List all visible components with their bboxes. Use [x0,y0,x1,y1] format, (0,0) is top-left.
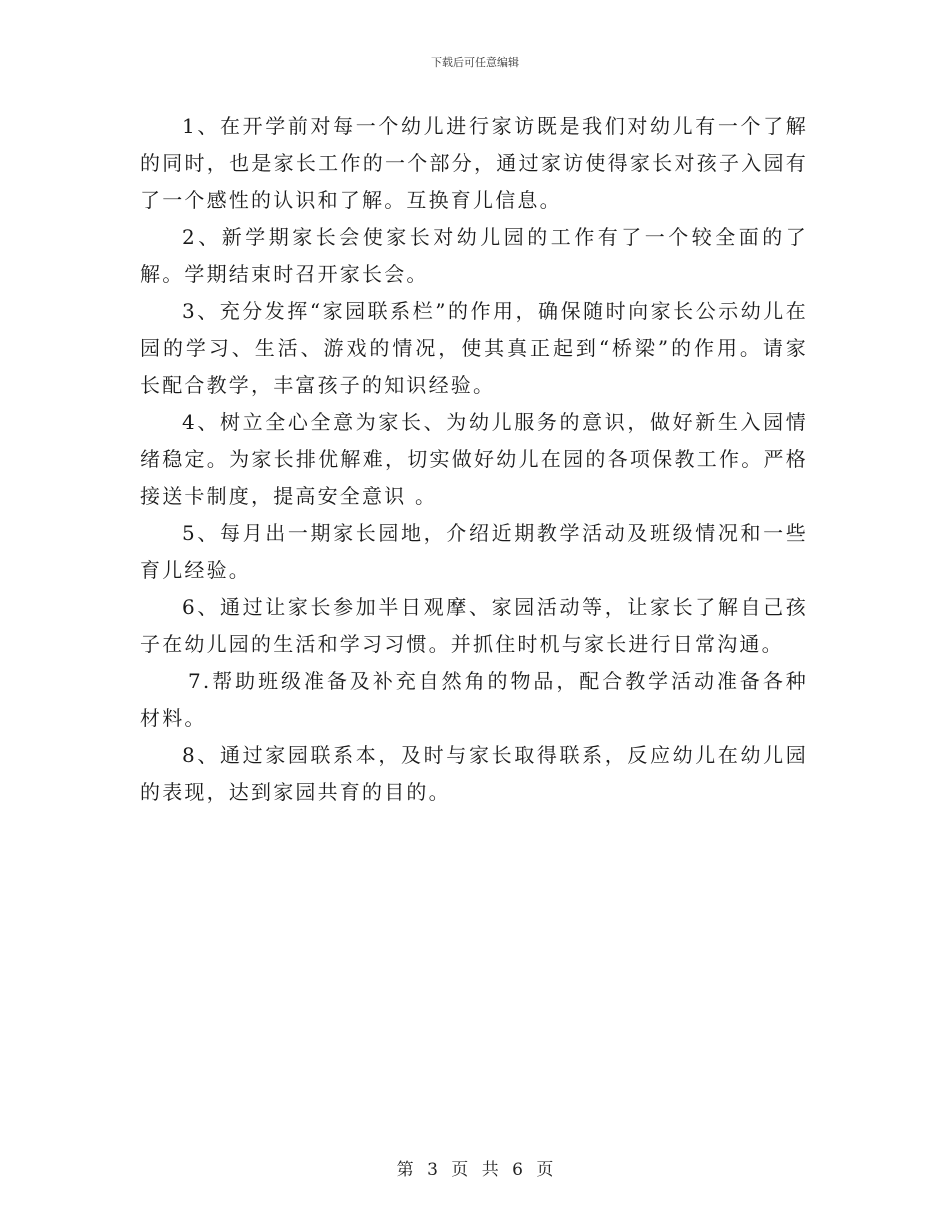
paragraph-6: 6、通过让家长参加半日观摩、家园活动等，让家长了解自己孩子在幼儿园的生活和学习习惯。并抓住时机与家长进行日常沟通。 [140,595,808,656]
footer-total-word: 共 [481,1160,499,1180]
footer-page-word: 页 [451,1160,469,1180]
page-header: 下载后可任意编辑 [431,56,519,69]
paragraph-4: 4、树立全心全意为家长、为幼儿服务的意识，做好新生入园情绪稳定。为家长排优解难，切实做好幼儿在园的各项保教工作。严格接送卡制度，提高安全意识 。 [140,410,808,508]
page-footer [0,1155,950,1180]
footer-total-pages: 6 [512,1160,523,1180]
paragraph-7: 7.帮助班级准备及补充自然角的物品，配合教学活动准备各种材料。 [140,669,808,730]
paragraph-5: 5、每月出一期家长园地，介绍近期教学活动及班级情况和一些育儿经验。 [140,521,808,582]
footer-current-page: 3 [427,1160,438,1180]
paragraph-2: 2、新学期家长会使家长对幼儿园的工作有了一个较全面的了解。学期结束时召开家长会。 [140,225,808,286]
footer-prefix: 第 [396,1160,414,1180]
document-body [140,108,808,811]
paragraph-1: 1、在开学前对每一个幼儿进行家访既是我们对幼儿有一个了解的同时，也是家长工作的一个部分，通过家访使得家长对孩子入园有了一个感性的认识和了解。互换育儿信息。 [140,114,808,212]
paragraph-3: 3、充分发挥“家园联系栏”的作用，确保随时向家长公示幼儿在园的学习、生活、游戏的情况，使其真正起到“桥梁”的作用。请家长配合教学，丰富孩子的知识经验。 [140,299,808,397]
footer-suffix: 页 [536,1160,554,1180]
paragraph-8: 8、通过家园联系本，及时与家长取得联系，反应幼儿在幼儿园的表现，达到家园共育的目的。 [140,743,808,804]
